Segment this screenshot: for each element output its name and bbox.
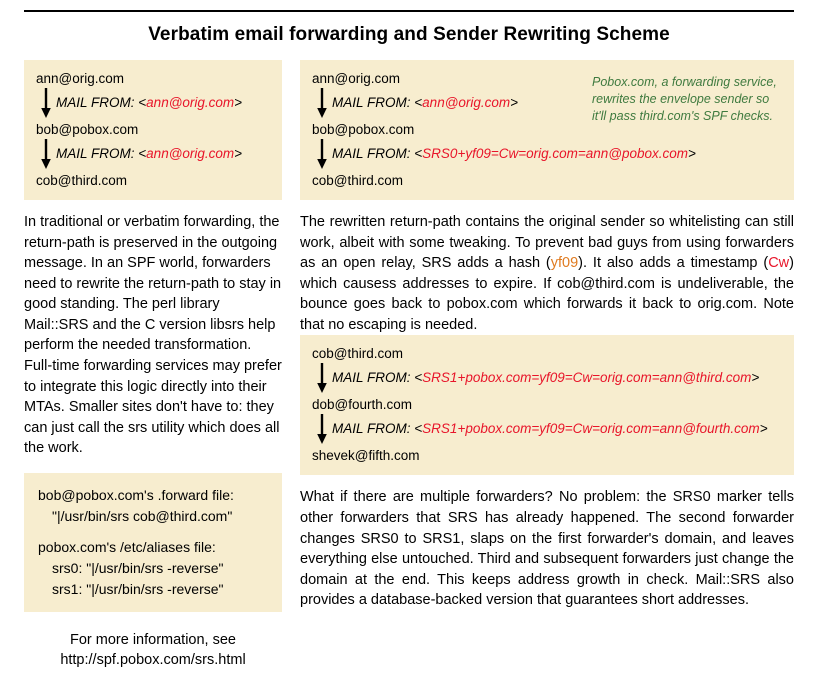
mail-from-label (332, 137, 696, 161)
envelope-sender: SRS1+pobox.com=yf09=Cw=orig.com=ann@fourth.com (422, 421, 760, 437)
flow-node: cob@third.com (36, 173, 127, 188)
right-description-1 (300, 212, 794, 335)
angle-close: > (234, 146, 243, 161)
angle-open: < (414, 95, 423, 110)
down-arrow-icon (312, 137, 332, 171)
desc-part-1: The rewritten return-path contains the original sender so whitelisting can still work, albeit with some tweaking. To prevent bad guys from using forwarders as an open relay, SRS adds a hash ( (300, 214, 794, 272)
aliases-file-caption: pobox.com's /etc/aliases file: (38, 538, 216, 555)
flow-node: bob@pobox.com (36, 122, 139, 137)
flow-node: dob@fourth.com (312, 397, 413, 413)
down-arrow-icon (36, 86, 56, 120)
aliases-srs1-line: srs1: "|/usr/bin/srs -reverse" (52, 580, 224, 597)
angle-open: < (414, 370, 423, 386)
mail-from-text: MAIL FROM: (332, 421, 411, 437)
down-arrow-icon (36, 137, 56, 171)
angle-open: < (138, 146, 147, 161)
flow-node: bob@pobox.com (312, 122, 415, 137)
aliases-srs0-line: srs0: "|/usr/bin/srs -reverse" (52, 559, 224, 576)
config-example-panel (24, 473, 282, 612)
forwarding-service-note: Pobox.com, a forwarding service, rewrites the envelope sender so it'll pass third.com's SPF checks. (592, 75, 777, 123)
envelope-sender: SRS0+yf09=Cw=orig.com=ann@pobox.com (422, 146, 689, 161)
top-divider (24, 10, 794, 12)
flow-step (312, 412, 782, 448)
angle-open: < (138, 95, 147, 110)
flow-node: cob@third.com (312, 173, 403, 188)
flow-step (312, 361, 782, 397)
flow-node: shevek@fifth.com (312, 448, 420, 464)
flow-step (312, 137, 782, 173)
page-title: Verbatim email forwarding and Sender Rewriting Scheme (148, 24, 670, 45)
envelope-sender: ann@orig.com (422, 95, 511, 110)
mail-from-label (332, 361, 759, 385)
envelope-sender: SRS1+pobox.com=yf09=Cw=orig.com=ann@third.com (422, 370, 752, 386)
desc-part-2: ). It also adds a timestamp ( (578, 255, 769, 272)
down-arrow-icon (312, 86, 332, 120)
flow-step (36, 86, 270, 122)
envelope-sender: ann@orig.com (146, 95, 235, 110)
two-column-layout (24, 60, 794, 671)
flow-step (36, 137, 270, 173)
envelope-sender: ann@orig.com (146, 146, 235, 161)
mail-from-text: MAIL FROM: (56, 95, 135, 110)
forward-file-content: "|/usr/bin/srs cob@third.com" (52, 507, 233, 524)
flow-node: ann@orig.com (36, 71, 124, 86)
angle-close: > (751, 370, 760, 386)
left-description: In traditional or verbatim forwarding, the return-path is preserved in the outgoing message. In an SPF world, forwarders need to rewrite the return-path to stay in good standing. The perl library Mail::SRS and the C version libsrs help perform the needed transformation. Full-time forwarding services may prefer to integrate this logic directly into their MTAs. Smaller sites don't have to: they can just call the srs utility which does all the work. (24, 214, 282, 457)
spacer (38, 527, 268, 537)
verbatim-forwarding-diagram (24, 60, 282, 200)
footer-line-1: For more information, see (69, 631, 236, 648)
srs-rewriting-diagram (300, 60, 794, 200)
angle-close: > (234, 95, 243, 110)
angle-open: < (414, 421, 423, 437)
right-column (300, 60, 794, 611)
footer-info (24, 630, 282, 671)
mail-from-label (332, 86, 518, 110)
right-description-2: What if there are multiple forwarders? No problem: the SRS0 marker tells other forwarders that SRS has already happened. The second forwarder changes SRS0 to SRS1, slaps on the first forwarder's domain, and leaves everything else untouched. Third and subsequent forwarders just change the domain at the end. This keeps address growth in check. Mail::SRS also provides a database-backed version that guarantees short addresses. (300, 489, 794, 609)
angle-close: > (688, 146, 696, 161)
forward-file-caption: bob@pobox.com's .forward file: (38, 486, 234, 503)
mail-from-text: MAIL FROM: (332, 370, 411, 386)
timestamp-value: Cw (768, 255, 790, 272)
flow-node: cob@third.com (312, 346, 403, 362)
desc-part-3: ) which causess addresses to expire. If cob@third.com is undeliverable, the bounce goes back to pobox.com which forwards it back to orig.com. Note that no escaping is needed. (300, 255, 794, 333)
down-arrow-icon (312, 412, 332, 446)
mail-from-label (56, 137, 242, 161)
left-column (24, 60, 282, 671)
mail-from-text: MAIL FROM: (332, 95, 411, 110)
multiple-forwarders-diagram (300, 335, 794, 475)
mail-from-label (56, 86, 242, 110)
flow-node: ann@orig.com (312, 71, 400, 86)
mail-from-text: MAIL FROM: (332, 146, 411, 161)
down-arrow-icon (312, 361, 332, 395)
angle-open: < (414, 146, 423, 161)
mail-from-text: MAIL FROM: (56, 146, 135, 161)
hash-value: yf09 (550, 255, 579, 272)
angle-close: > (510, 95, 519, 110)
angle-close: > (759, 421, 768, 437)
footer-url[interactable]: http://spf.pobox.com/srs.html (60, 652, 246, 669)
mail-from-label (332, 412, 768, 436)
